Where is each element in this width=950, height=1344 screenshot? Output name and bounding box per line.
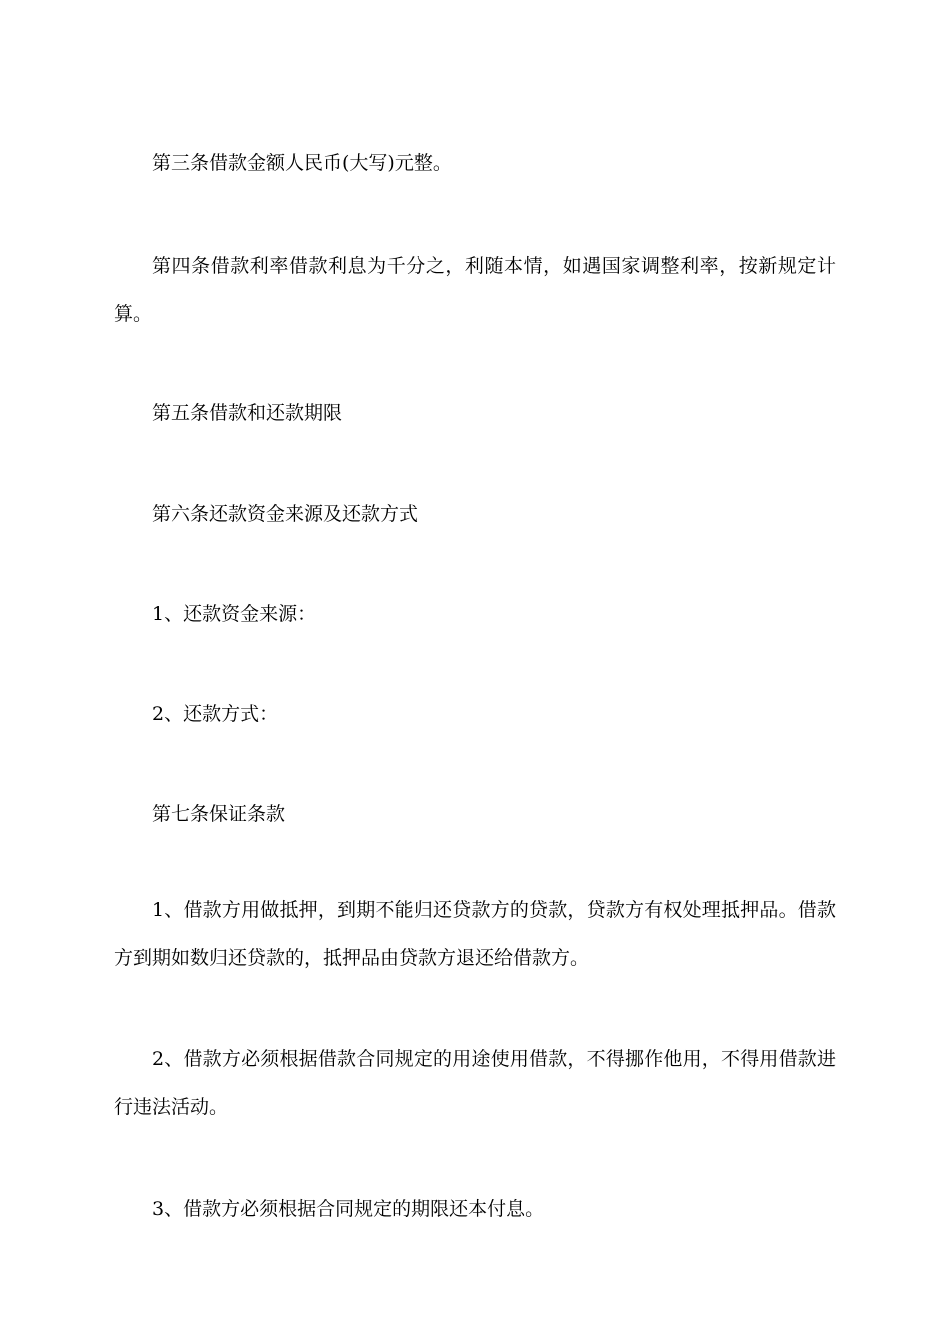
guarantee-item-3-repayment: 3、借款方必须根据合同规定的期限还本付息。 — [152, 1198, 545, 1220]
repayment-funds-source: 1、还款资金来源： — [152, 603, 317, 625]
clause-5-loan-term: 第五条借款和还款期限 — [152, 402, 343, 424]
guarantee-item-2-usage: 2、借款方必须根据借款合同规定的用途使用借款，不得挪作他用，不得用借款进行违法活动。 — [114, 1048, 836, 1118]
clause-6-repayment: 第六条还款资金来源及还款方式 — [152, 503, 419, 525]
repayment-method: 2、还款方式： — [152, 703, 279, 725]
clause-3-loan-amount: 第三条借款金额人民币(大写)元整。 — [152, 152, 452, 174]
guarantee-item-1-collateral: 1、借款方用做抵押，到期不能归还贷款方的贷款，贷款方有权处理抵押品。借款方到期如数归还贷款的，抵押品由贷款方退还给借款方。 — [114, 899, 836, 969]
clause-7-guarantee: 第七条保证条款 — [152, 803, 286, 825]
clause-4-interest-rate: 第四条借款利率借款利息为千分之，利随本情，如遇国家调整利率，按新规定计算。 — [114, 255, 836, 325]
